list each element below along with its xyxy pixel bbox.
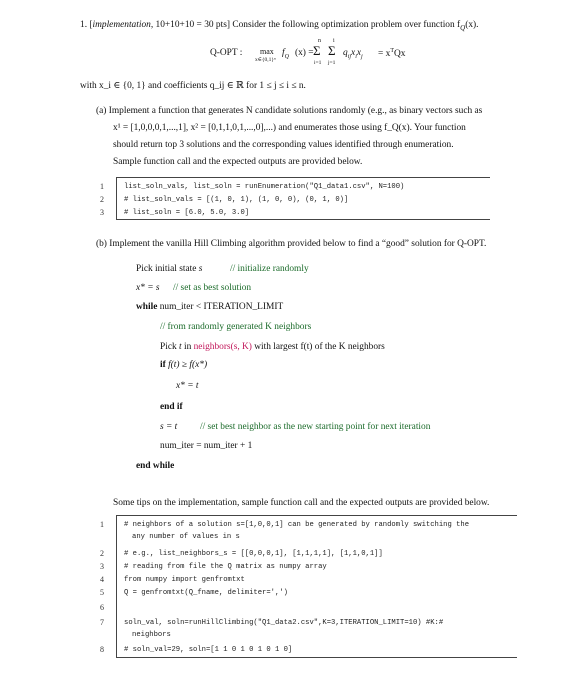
part-a-line1: (a) Implement a function that generates N candidate solutions randomly (e.g., as binary vectors such as bbox=[96, 106, 483, 116]
alg-line-1: Pick initial state s bbox=[136, 264, 203, 274]
formula-transpose: T bbox=[390, 48, 394, 54]
sum2-sigma: Σ bbox=[328, 43, 336, 58]
sum2-bottom: j=1 bbox=[328, 60, 336, 66]
sum1-sigma: Σ bbox=[313, 43, 321, 58]
problem-heading bbox=[80, 20, 478, 32]
code-a-line-number: 3 bbox=[100, 208, 104, 217]
code-b-line-number: 3 bbox=[100, 562, 104, 571]
part-a-line2: x¹ = [1,0,0,0,1,...,1], x² = [0,1,1,0,1,...,0],...) and enumerates those using f_Q(x). Your function bbox=[113, 123, 466, 133]
alg-comment: // from randomly generated K neighbors bbox=[160, 322, 312, 332]
code-b-line-number: 5 bbox=[100, 588, 104, 597]
sum1-top: n bbox=[318, 38, 321, 44]
part-a-line3: should return top 3 solutions and the corresponding values identified through enumeration. bbox=[113, 140, 454, 150]
code-b-line-number: 6 bbox=[100, 603, 104, 612]
code-a-line-number: 1 bbox=[100, 182, 104, 191]
alg-comment: // initialize randomly bbox=[230, 264, 309, 274]
alg-line-9: s = t bbox=[160, 422, 178, 432]
formula-x: x bbox=[351, 48, 356, 58]
alg-line-11: end while bbox=[136, 461, 175, 471]
formula-qx: Qx bbox=[394, 49, 406, 60]
code-b-line-number: 2 bbox=[100, 549, 104, 558]
code-b-line: from numpy import genfromtxt bbox=[124, 576, 245, 584]
code-b-line: # e.g., list_neighbors_s = [[0,0,0,1], [1,1,1,1], [1,1,0,1]] bbox=[124, 550, 383, 558]
heading-suffix: (x). bbox=[465, 20, 479, 30]
formula-f: f bbox=[282, 48, 285, 58]
heading-subscript: Q bbox=[460, 23, 466, 32]
alg-line-8: end if bbox=[160, 402, 183, 412]
formula-x-sub: i bbox=[355, 53, 357, 60]
code-b-line-number: 4 bbox=[100, 575, 104, 584]
code-b-line: soln_val, soln=runHillClimbing("Q1_data2.csv",K=3,ITERATION_LIMIT=10) #K:# bbox=[124, 619, 444, 627]
sum1-bottom: i=1 bbox=[314, 60, 322, 66]
alg-comment: // set as best solution bbox=[173, 283, 252, 293]
code-b-line: # soln_val=29, soln=[1 1 0 1 0 1 0 1 0] bbox=[124, 646, 293, 654]
formula-eq: = x bbox=[378, 49, 391, 60]
formula-q: q bbox=[343, 48, 348, 58]
formula-max-subscript: x∈{0,1}ⁿ bbox=[255, 57, 276, 63]
part-b-line1: (b) Implement the vanilla Hill Climbing algorithm provided below to find a “good” solution for Q-OPT. bbox=[96, 239, 487, 249]
code-a-line: # list_soln = [6.0, 5.0, 3.0] bbox=[124, 209, 250, 217]
formula-f-sub: Q bbox=[284, 53, 289, 60]
heading-prefix: 1. [ bbox=[80, 20, 93, 30]
alg-comment: // set best neighbor as the new starting point for next iteration bbox=[200, 422, 431, 432]
code-b-line-cont: any number of values in s bbox=[132, 533, 240, 541]
code-b-line: # reading from file the Q matrix as numpy array bbox=[124, 563, 327, 571]
sum2-top: i bbox=[333, 38, 335, 44]
formula-label: Q-OPT : bbox=[210, 48, 243, 58]
alg-line-10: num_iter = num_iter + 1 bbox=[160, 441, 253, 451]
formula-x2-sub: j bbox=[361, 53, 363, 60]
heading-emphasis: implementation, bbox=[92, 20, 154, 30]
heading-text: 10+10+10 = 30 pts] Consider the following optimization problem over function f bbox=[153, 20, 461, 30]
alg-line-3: while num_iter < ITERATION_LIMIT bbox=[136, 302, 284, 312]
code-b-line-number: 7 bbox=[100, 618, 104, 627]
code-a-line: # list_soln_vals = [(1, 0, 1), (1, 0, 0), (0, 1, 0)] bbox=[124, 196, 349, 204]
alg-line-2: x* = s bbox=[136, 283, 160, 293]
code-b-line: Q = genfromtxt(Q_fname, delimiter=',') bbox=[124, 589, 288, 597]
qopt-formula bbox=[210, 38, 450, 74]
code-b-line-number: 1 bbox=[100, 520, 104, 529]
tips-line: Some tips on the implementation, sample function call and the expected outputs are provided below. bbox=[113, 498, 490, 508]
code-b-line: # neighbors of a solution s=[1,0,0,1] can be generated by randomly switching the bbox=[124, 521, 470, 529]
code-b-line-cont: neighbors bbox=[132, 631, 171, 639]
formula-max: max bbox=[260, 47, 274, 56]
formula-q-sub: ij bbox=[347, 53, 352, 60]
formula-mid: (x) = bbox=[295, 48, 314, 58]
neighbors-function: neighbors(s, K) bbox=[193, 342, 252, 352]
code-b-line-number: 8 bbox=[100, 645, 104, 654]
alg-line-5: Pick t in neighbors(s, K) with largest f(t) of the K neighbors bbox=[160, 342, 385, 352]
code-a-line-number: 2 bbox=[100, 195, 104, 204]
formula-condition: with x_i ∈ {0, 1} and coefficients q_ij ∈ ℝ for 1 ≤ j ≤ i ≤ n. bbox=[80, 81, 306, 91]
formula-x2: x bbox=[356, 48, 362, 58]
alg-line-7: x* = t bbox=[176, 381, 199, 391]
alg-line-6: if f(t) ≥ f(x*) bbox=[160, 360, 208, 370]
part-a-line4: Sample function call and the expected outputs are provided below. bbox=[113, 157, 363, 167]
code-a-line: list_soln_vals, list_soln = runEnumeration("Q1_data1.csv", N=100) bbox=[124, 183, 405, 191]
